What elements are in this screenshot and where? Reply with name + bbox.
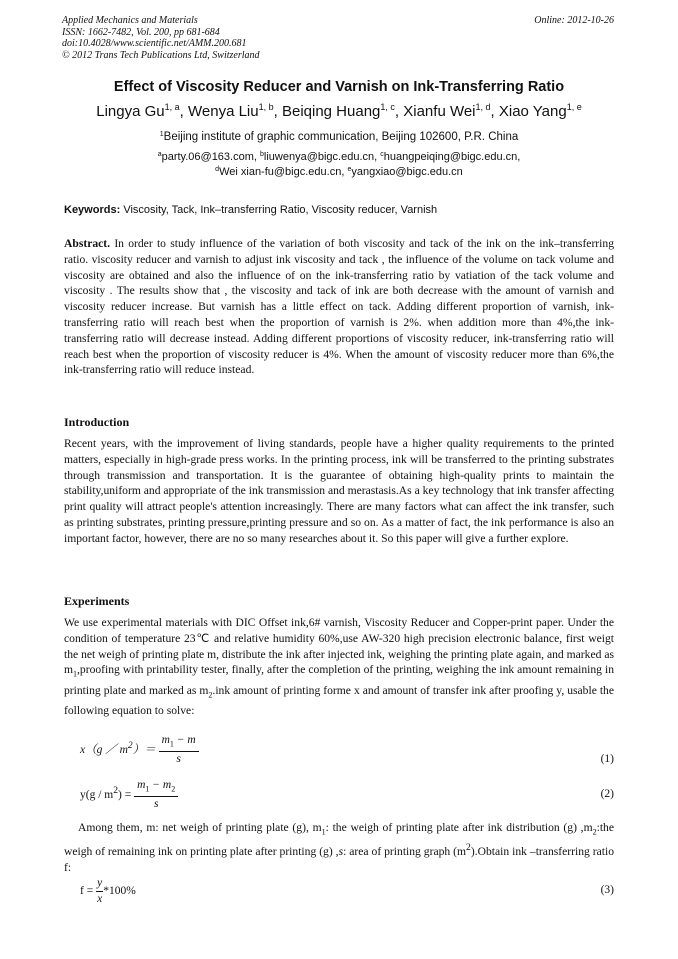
eq-tail: *100% [103, 885, 136, 898]
author-name: Lingya Gu [96, 103, 165, 120]
affiliation [0, 129, 678, 145]
eq-sup: 2 [113, 784, 119, 796]
email-line [0, 165, 678, 180]
keywords-text: Viscosity, Tack, Ink–transferring Ratio, Viscosity reducer, Varnish [123, 204, 438, 216]
eq-num-rest: − m [149, 779, 172, 791]
eq-num: m [161, 734, 170, 746]
exp-italic: s [338, 844, 344, 858]
author-list: Lingya Gu$^{1, a}$, Wenya Liu$^{1, b}$, Beiqing Huang$^{1, c}$, Xianfu Wei$^{1, d}$, Xiao Yang$^{1, e}$ [96, 102, 582, 120]
author-affil-mark: 1, e [566, 102, 582, 112]
abstract-text: In order to study influence of the variation of both viscosity and tack of the ink on the ink–transferring ratio. viscosity reducer and varnish to adjust ink viscosity and tack , the influence of the volume on tack volume and viscosity are obtained and also the influence of on the ink-transferring ratio by vatiation of the tack volume and viscosity . The results show that , the viscosity and tack of ink are both decrease with the amount of varnish and viscosity reducer increase. But varnish has a little effect on tack. Adding different proportion of varnish, ink-transferring ratio will reach best when the proportion of varnish is 2%. when addition more than 4%,the ink-transferring ratio will decrease instead. Adding different proportions of viscosity reducer, ink-transferring ratio will reach best when the proportion of viscosity reducer is 4%. When the amount of viscosity reducer more than 6%,the ink-transferring ratio will reduce instead. [64, 237, 614, 377]
journal-name: Applied Mechanics and Materials [62, 15, 198, 26]
introduction-heading: Introduction [64, 415, 130, 429]
experiments-paragraph-2 [64, 820, 614, 876]
author-name: Xiao Yang [498, 103, 567, 120]
eq-lhs-end: ) = [118, 788, 132, 801]
eq-den: x [97, 893, 103, 905]
author-affil-mark: 1, a [164, 102, 180, 112]
eq-lhs: f = [80, 885, 94, 898]
exp-text: Among them, m: net weigh of printing plate (g), m [78, 821, 322, 834]
email-line [0, 150, 678, 165]
journal-header [62, 15, 260, 61]
eq-num: y [97, 877, 103, 889]
doi-line: doi:10.4028/www.scientific.net/AMM.200.681 [62, 38, 247, 49]
exp-text: We use experimental materials with DIC Offset ink,6# varnish, Viscosity Reducer and Copper-print paper. Under the condition of temperature 23℃ and relative humidity 60%,use AW-320 high precision electronic balance, first weigt the net weigh of printing plate m, distribute the ink after injected ink, weighing the printing plate again, and marked as m [64, 616, 614, 677]
eq-num: m [137, 779, 146, 791]
eq-sup: 2 [127, 739, 133, 751]
subscript: 2 [208, 689, 213, 699]
eq-fraction [134, 778, 178, 812]
eq-fraction [159, 733, 199, 767]
subscript: 1 [73, 669, 78, 679]
author-affil-mark: 1, d [475, 102, 491, 112]
introduction-body [64, 436, 614, 547]
email-mark: d [215, 166, 220, 173]
email-mark: c [380, 151, 384, 158]
eq-lhs: x（g ／ m [80, 743, 128, 756]
exp-text: .ink amount of printing forme x and amount of transfer ink after proofing y, usable the following equation to solve: [64, 683, 615, 717]
email-mark: b [260, 151, 264, 158]
author-affil-mark: 1, c [380, 102, 395, 112]
exp-text: ).Obtain ink –transferring ratio f: [64, 844, 614, 874]
equation-number-3: (3) [600, 884, 614, 896]
abstract [64, 236, 614, 378]
eq-sub: 2 [171, 784, 176, 794]
experiments-heading: Experiments [64, 594, 130, 608]
eq-den: s [176, 753, 181, 766]
equation-1 [80, 733, 199, 767]
author-name: Wenya Liu [188, 103, 259, 120]
author-name: Xianfu Wei [403, 103, 476, 120]
superscript: 2 [466, 842, 471, 854]
email-link[interactable]: liuwenya@bigc.edu.cn, [263, 151, 381, 163]
author-affil-mark: 1, b [258, 102, 274, 112]
eq-sub: 1 [169, 739, 174, 749]
email-mark: e [347, 166, 352, 173]
online-date: Online: 2012-10-26 [534, 15, 614, 26]
equation-2 [80, 778, 178, 812]
eq-lhs-end: ）＝ [132, 743, 156, 756]
eq-den: s [153, 798, 159, 811]
author-name: Beiqing Huang [281, 103, 381, 120]
exp-text: : the weigh of printing plate after ink distribution (g) ,m [325, 821, 593, 834]
affiliation-text: Beijing institute of graphic communication, Beijing 102600, P.R. China [163, 131, 519, 143]
email-link[interactable]: huangpeiqing@bigc.edu.cn, [383, 151, 521, 163]
subscript: 1 [321, 827, 326, 837]
exp-text: ,proofing with printability tester, finally, after the completion of the printing, weighing the ink amount remaining in printing plate and marked as m [64, 663, 614, 697]
email-link[interactable]: party.06@163.com, [161, 151, 260, 163]
equation-3 [80, 876, 136, 907]
copyright-line: © 2012 Trans Tech Publications Ltd, Switzerland [62, 49, 260, 61]
keywords-label: Keywords: [64, 204, 121, 216]
introduction-text: Recent years, with the improvement of living standards, people have a higher quality requirements to the printed matters, especially in high-grade press works. In the printing process, ink will be transferred to the printing substrates through transmission and transportation. It is the guarantee of obtaining high-quality prints to maintain the stability,uniform and appropriate of the ink transmission and merastasis.As a key technology that ink transfer affecting print quality will attract people's attention increasingly. There are many factors what can affect the ink transfer, such as printing substrates, printing pressure,printing pressure and so on. As a matter of fact, the ink performance is also an important factor, however, there are no so many researches about it. So this paper will give a further explore. [64, 437, 614, 545]
eq-lhs: y(g / m [80, 788, 114, 801]
email-link[interactable]: Wei xian-fu@bigc.edu.cn, [219, 166, 348, 178]
paper-title: Effect of Viscosity Reducer and Varnish on Ink-Transferring Ratio [113, 79, 565, 95]
equation-number-2: (2) [600, 788, 614, 800]
affiliation-mark: 1 [159, 131, 164, 138]
subscript: 2 [592, 827, 597, 837]
experiments-paragraph-1 [64, 615, 614, 718]
email-block [0, 150, 678, 180]
exp-text: :the weigh of remaining ink on printing plate after printing (g) , [64, 821, 614, 858]
keywords-line [64, 203, 437, 217]
eq-sub: 1 [145, 784, 150, 794]
eq-num-rest: − m [173, 734, 196, 746]
abstract-label: Abstract. [64, 237, 111, 250]
exp-text: : area of printing graph (m [343, 844, 467, 858]
email-mark: a [157, 151, 162, 158]
issn-line: ISSN: 1662-7482, Vol. 200, pp 681-684 [62, 26, 220, 38]
equation-number-1: (1) [600, 753, 614, 765]
email-link[interactable]: yangxiao@bigc.edu.cn [351, 166, 463, 178]
